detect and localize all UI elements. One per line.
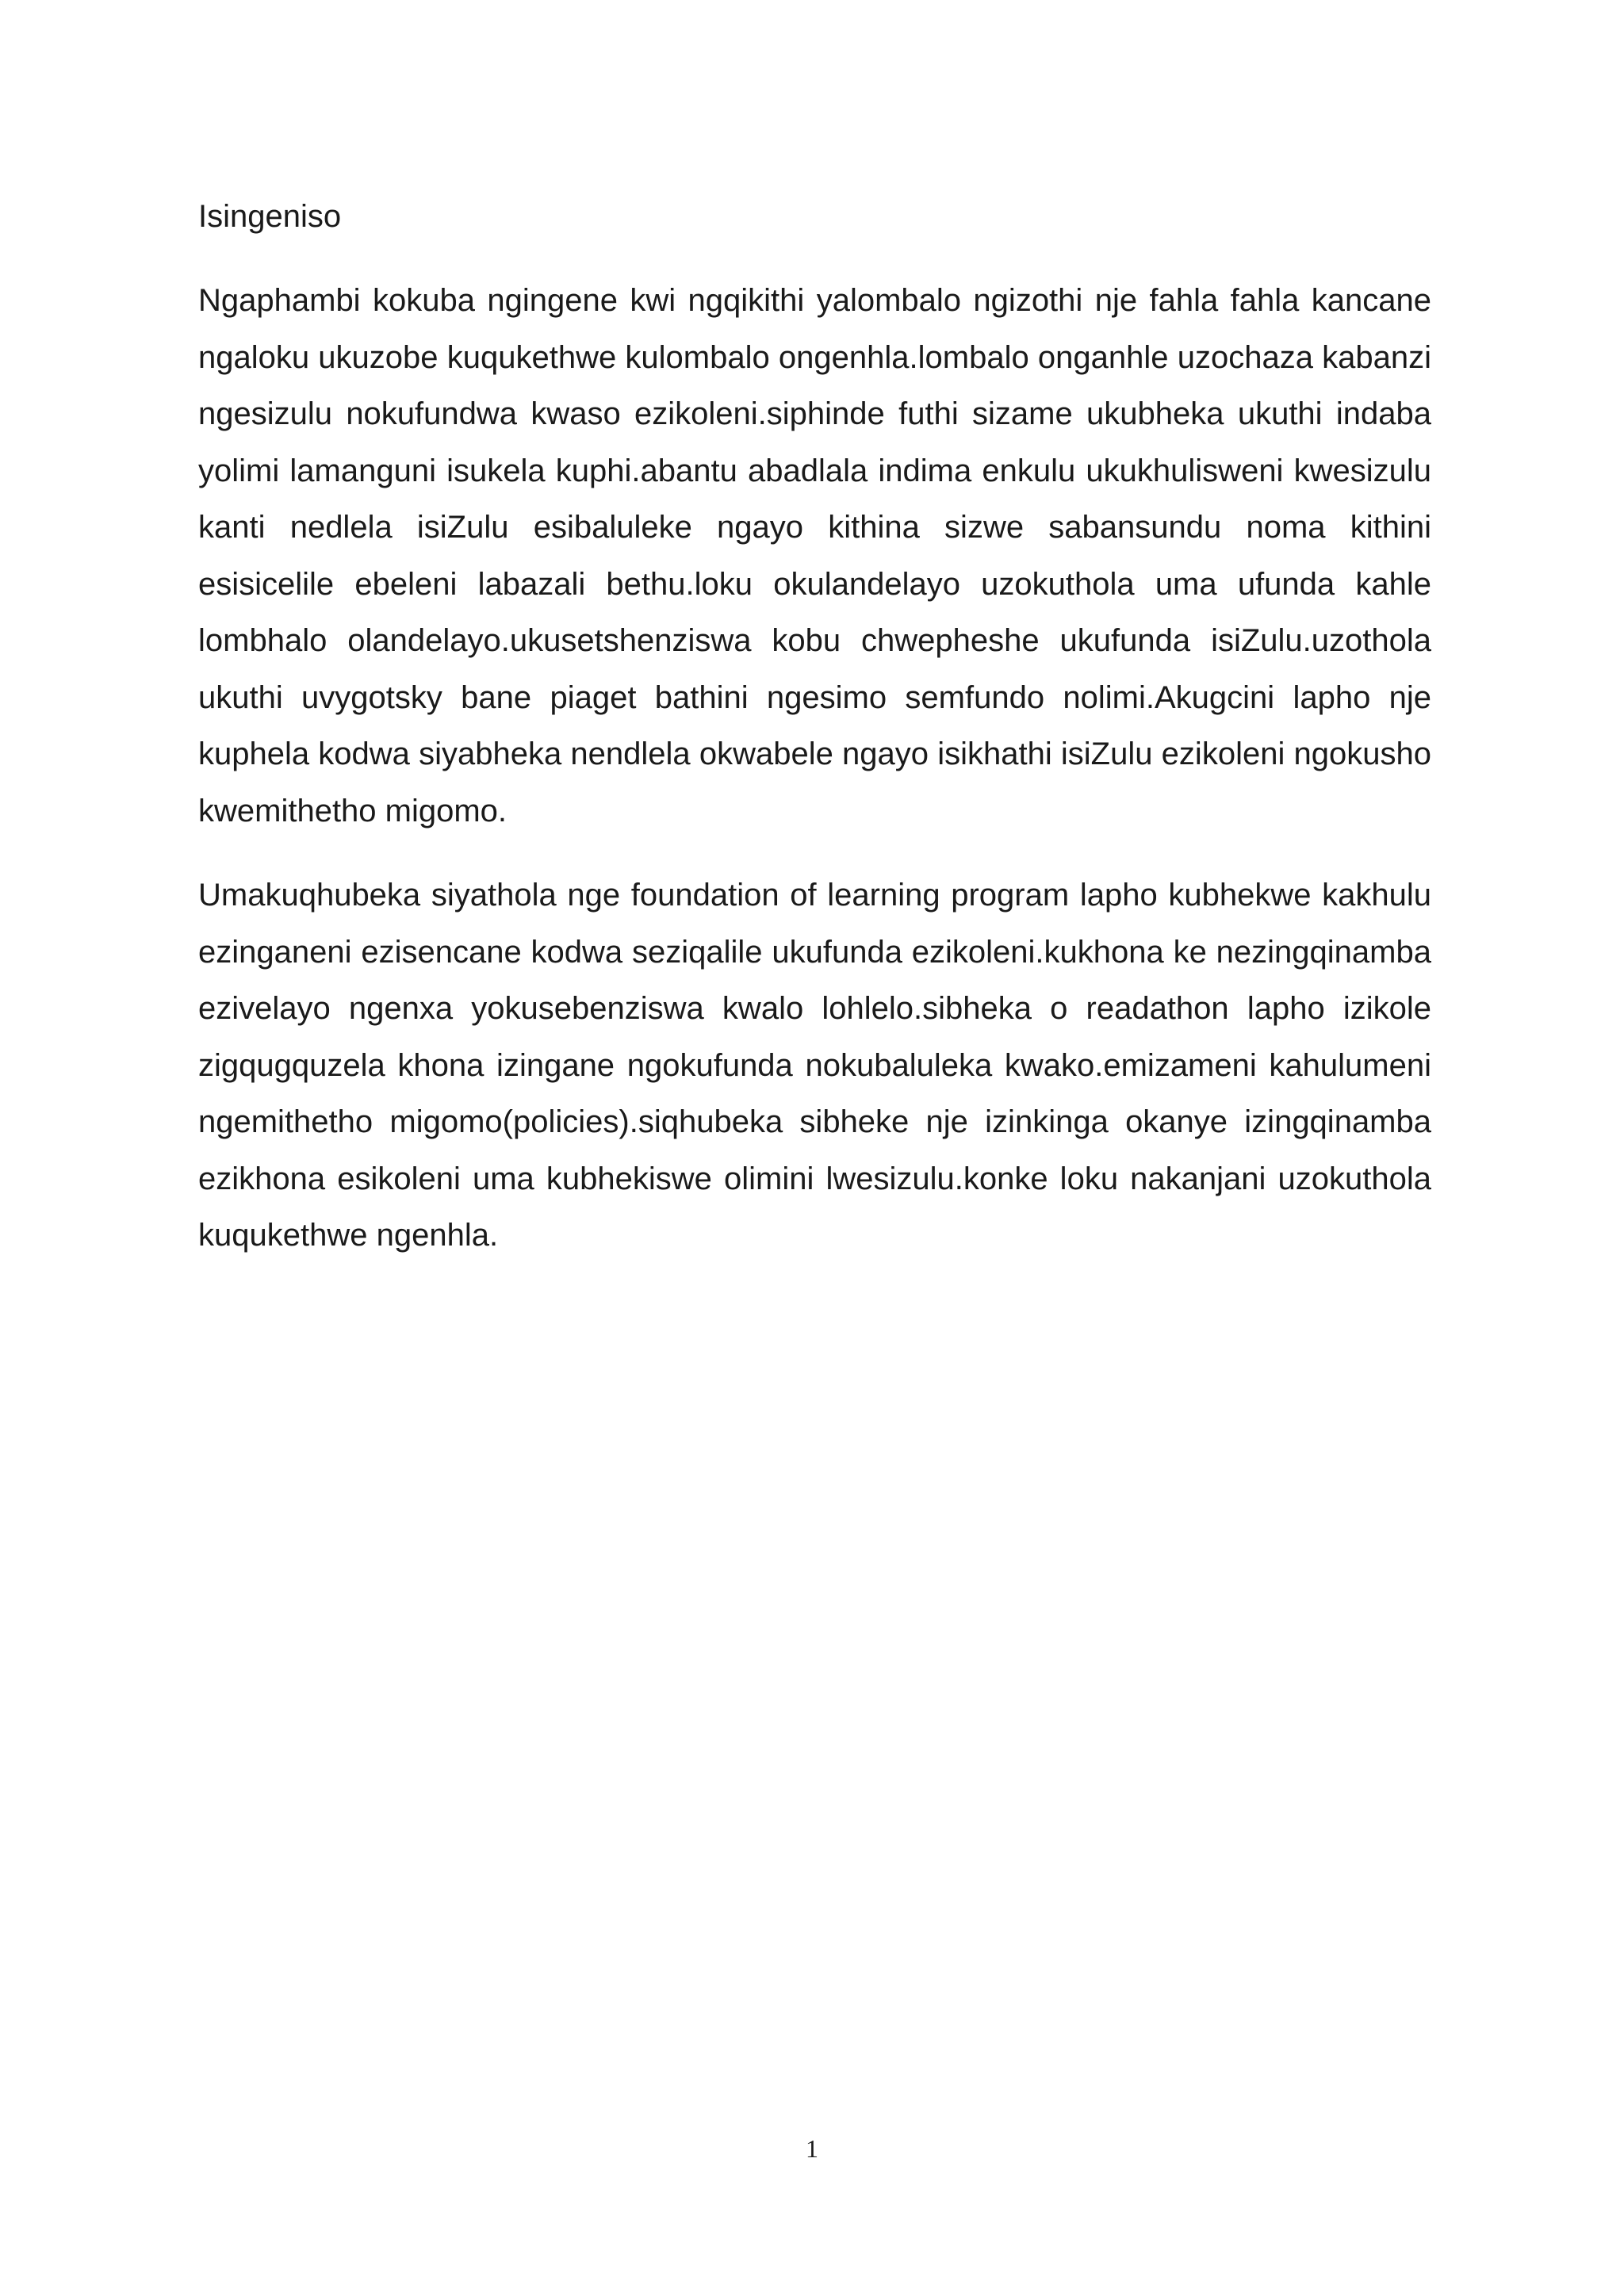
page-number: 1 — [806, 2134, 818, 2163]
paragraph-introduction: Ngaphambi kokuba ngingene kwi ngqikithi yalombalo ngizothi nje fahla fahla kancane ngaloku ukuzobe kuqukethwe kulombalo ongenhla.lombalo onganhle uzochaza kabanzi ngesizulu nokufundwa kwaso ezikoleni.siphinde futhi sizame ukubheka ukuthi indaba yolimi lamanguni isukela kuphi.abantu abadlala indima enkulu ukukhulisweni kwesizulu kanti nedlela isiZulu esibaluleke ngayo kithina sizwe sabansundu noma kithini esisicelile ebeleni labazali bethu.loku okulandelayo uzokuthola uma ufunda kahle lombhalo olandelayo.ukusetshenziswa kobu chwepheshe ukufunda isiZulu.uzothola ukuthi uvygotsky bane piaget bathini ngesimo semfundo nolimi.Akugcini lapho nje kuphela kodwa siyabheka nendlela okwabele ngayo isikhathi isiZulu ezikoleni ngokusho kwemithetho migomo. — [198, 283, 1431, 828]
section-heading: Isingeniso — [198, 199, 342, 234]
paragraph-continuation: Umakuqhubeka siyathola nge foundation of learning program lapho kubhekwe kakhulu ezinganeni ezisencane kodwa seziqalile ukufunda ezikoleni.kukhona ke nezingqinamba ezivelayo ngenxa yokusebenziswa kwalo lohlelo.sibheka o readathon lapho izikole zigqugquzela khona izingane ngokufunda nokubaluleka kwako.emizameni kahulumeni ngemithetho migomo(policies).siqhubeka sibheke nje izinkinga okanye izingqinamba ezikhona esikoleni uma kubhekiswe olimini lwesizulu.konke loku nakanjani uzokuthola kuqukethwe ngenhla. — [198, 878, 1431, 1253]
